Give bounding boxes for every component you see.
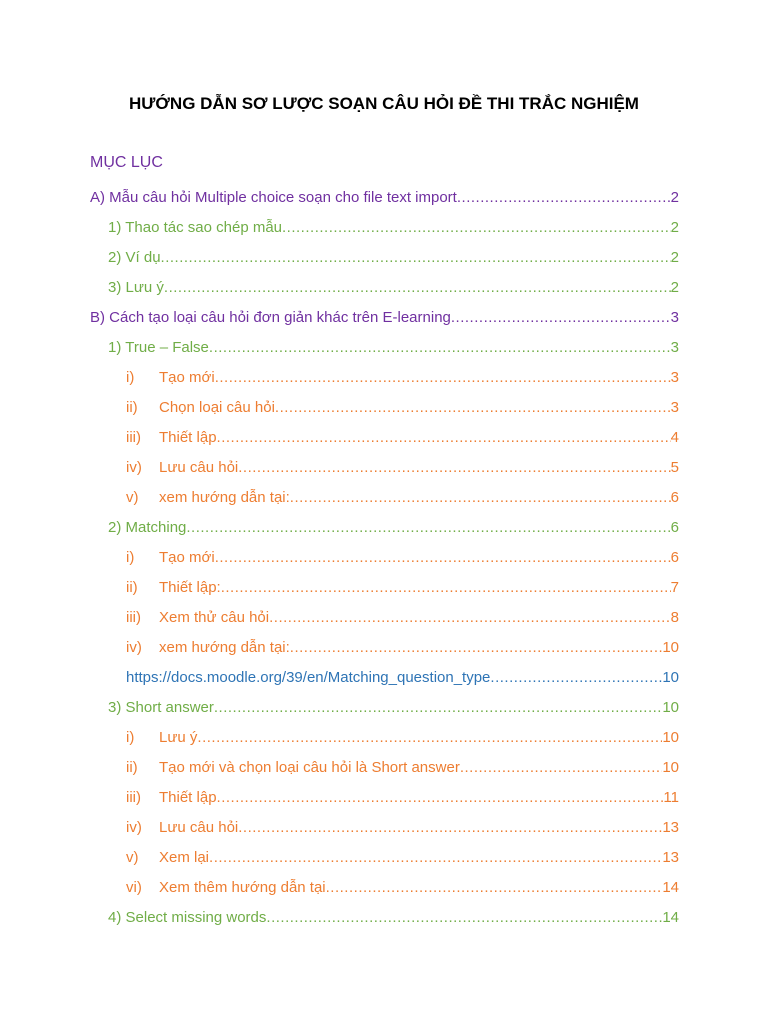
toc-page-number: 10	[662, 728, 679, 746]
toc-entry-label: ii) Tạo mới và chọn loại câu hỏi là Short answer	[126, 758, 460, 776]
toc-entry-matching-link[interactable]	[0, 662, 768, 692]
toc-page-number: 6	[670, 548, 679, 566]
toc-entry-label: i) Lưu ý	[126, 728, 198, 746]
toc-entry-b3-i[interactable]	[0, 722, 768, 752]
toc-link-label: https://docs.moodle.org/39/en/Matching_question_type	[126, 668, 491, 686]
toc-entry-b3[interactable]	[0, 692, 768, 722]
toc-entry-label: ii) Thiết lập:	[126, 578, 221, 596]
toc-entry-label: v) Xem lại	[126, 848, 210, 866]
toc-leader-dots	[290, 639, 663, 656]
toc-entry-label: iii) Thiết lập	[126, 788, 217, 806]
toc-entry-label: iii) Thiết lập	[126, 428, 217, 446]
toc-page-number: 3	[670, 398, 679, 416]
toc-page-number: 13	[662, 848, 679, 866]
toc-entry-label: 3) Short answer	[108, 698, 214, 716]
toc-entry-b2-iv[interactable]	[0, 632, 768, 662]
toc-page-number: 3	[670, 368, 679, 386]
toc-page-number: 6	[670, 488, 679, 506]
toc-leader-dots	[214, 699, 662, 716]
toc-entry-label: vi) Xem thêm hướng dẫn tại	[126, 878, 326, 896]
toc-leader-dots	[282, 219, 671, 236]
toc-entry-a3[interactable]	[0, 272, 768, 302]
toc-entry-label: 2) Matching	[108, 518, 187, 536]
toc-leader-dots	[215, 549, 671, 566]
toc-entry-label: iii) Xem thử câu hỏi	[126, 608, 270, 626]
toc-leader-dots	[161, 249, 671, 266]
toc-entry-a1[interactable]	[0, 212, 768, 242]
toc-entry-label: ii) Chọn loại câu hỏi	[126, 398, 275, 416]
toc-page-number: 6	[670, 518, 679, 536]
toc-page-number: 3	[670, 308, 679, 326]
toc-entry-a[interactable]	[0, 182, 768, 212]
toc-leader-dots	[215, 369, 671, 386]
toc-leader-dots	[209, 849, 662, 866]
toc-page-number: 14	[662, 908, 679, 926]
toc-leader-dots	[457, 189, 671, 206]
toc-leader-dots	[221, 579, 671, 596]
toc-leader-dots	[290, 489, 671, 506]
toc-heading: MỤC LỤC	[90, 154, 163, 171]
toc-entry-label: 3) Lưu ý	[108, 278, 164, 296]
toc-entry-label: iv) xem hướng dẫn tại:	[126, 638, 290, 656]
toc-page-number: 10	[662, 698, 679, 716]
toc-page-number: 2	[670, 248, 679, 266]
toc-entry-b1-v[interactable]	[0, 482, 768, 512]
toc-entry-a2[interactable]	[0, 242, 768, 272]
toc-entry-b2-i[interactable]	[0, 542, 768, 572]
table-of-contents	[0, 182, 768, 932]
toc-entry-label: A) Mẫu câu hỏi Multiple choice soạn cho file text import	[90, 188, 457, 206]
toc-page-number: 10	[662, 668, 679, 686]
toc-page-number: 5	[670, 458, 679, 476]
toc-entry-b3-iv[interactable]	[0, 812, 768, 842]
toc-entry-b1[interactable]	[0, 332, 768, 362]
toc-entry-label: v) xem hướng dẫn tại:	[126, 488, 290, 506]
toc-entry-label: i) Tạo mới	[126, 368, 215, 386]
toc-page-number: 2	[670, 278, 679, 296]
document-title: HƯỚNG DẪN SƠ LƯỢC SOẠN CÂU HỎI ĐỀ THI TRẮC NGHIỆM	[129, 94, 639, 113]
toc-entry-label: iv) Lưu câu hỏi	[126, 458, 239, 476]
toc-entry-b3-v[interactable]	[0, 842, 768, 872]
toc-entry-label: 2) Ví dụ	[108, 248, 161, 266]
toc-leader-dots	[238, 819, 662, 836]
toc-page-number: 4	[670, 428, 679, 446]
toc-leader-dots	[217, 789, 664, 806]
toc-leader-dots	[209, 339, 671, 356]
toc-page-number: 11	[663, 788, 679, 806]
toc-leader-dots	[266, 909, 662, 926]
toc-entry-b2-iii[interactable]	[0, 602, 768, 632]
toc-leader-dots	[217, 429, 671, 446]
toc-leader-dots	[490, 669, 662, 686]
toc-page-number: 3	[670, 338, 679, 356]
toc-entry-label: iv) Lưu câu hỏi	[126, 818, 239, 836]
toc-leader-dots	[269, 609, 671, 626]
toc-page-number: 14	[662, 878, 679, 896]
toc-leader-dots	[186, 519, 670, 536]
toc-leader-dots	[451, 309, 671, 326]
toc-page-number: 13	[662, 818, 679, 836]
toc-leader-dots	[164, 279, 671, 296]
toc-leader-dots	[197, 729, 662, 746]
toc-page-number: 2	[670, 218, 679, 236]
toc-leader-dots	[238, 459, 670, 476]
toc-page-number: 2	[670, 188, 679, 206]
toc-leader-dots	[460, 759, 662, 776]
toc-entry-b1-ii[interactable]	[0, 392, 768, 422]
toc-leader-dots	[326, 879, 663, 896]
toc-entry-label: 1) Thao tác sao chép mẫu	[108, 218, 283, 236]
toc-entry-label: 1) True – False	[108, 338, 209, 356]
toc-entry-b3-iii[interactable]	[0, 782, 768, 812]
toc-entry-b3-vi[interactable]	[0, 872, 768, 902]
toc-entry-b1-i[interactable]	[0, 362, 768, 392]
toc-entry-b2-ii[interactable]	[0, 572, 768, 602]
toc-page-number: 10	[662, 638, 679, 656]
toc-entry-b3-ii[interactable]	[0, 752, 768, 782]
toc-entry-b1-iv[interactable]	[0, 452, 768, 482]
toc-entry-label: B) Cách tạo loại câu hỏi đơn giản khác trên E-learning	[90, 308, 451, 326]
toc-page-number: 7	[670, 578, 679, 596]
toc-entry-b4[interactable]	[0, 902, 768, 932]
toc-entry-b2[interactable]	[0, 512, 768, 542]
toc-entry-label: 4) Select missing words	[108, 908, 267, 926]
toc-entry-label: i) Tạo mới	[126, 548, 215, 566]
toc-page-number: 8	[670, 608, 679, 626]
toc-entry-b1-iii[interactable]	[0, 422, 768, 452]
toc-page-number: 10	[662, 758, 679, 776]
toc-leader-dots	[275, 399, 671, 416]
toc-entry-b[interactable]	[0, 302, 768, 332]
